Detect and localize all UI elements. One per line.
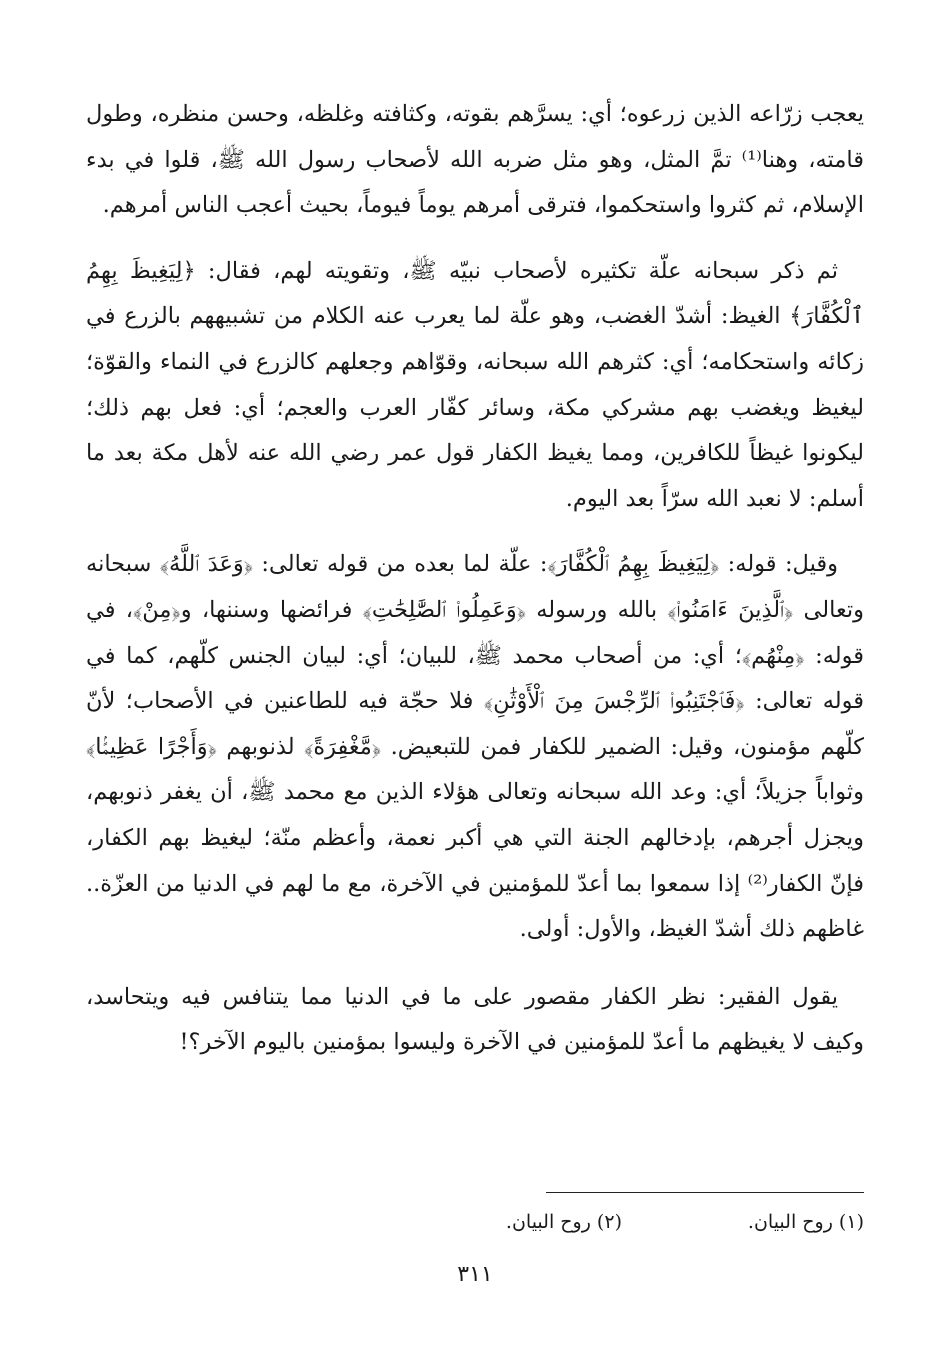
- paragraph-2: [86, 249, 864, 523]
- paragraph-4: [86, 975, 864, 1066]
- footnotes: [304, 1206, 864, 1246]
- footnote-2: (٢) روح البيان.: [505, 1211, 622, 1233]
- paragraph-3: [86, 542, 864, 952]
- footnote-divider: [546, 1192, 864, 1193]
- book-page: [86, 92, 864, 1287]
- paragraph-1-text: يعجب زرّاعه الذين زرعوه؛ أي: يسرَّهم بقوته، وكثافته وغلظه، وحسن منظره، وطول قامته، وهنا⁽¹⁾ تمَّ المثل، وهو مثل ضربه الله لأصحاب رسول الله ﷺ، قلوا في بدء الإسلام، ثم كثروا واستحكموا، فترقى أمرهم يوماً فيوماً، بحيث أعجب الناس أمرهم.: [86, 101, 864, 219]
- paragraph-3-text: وقيل: قوله: ﴿لِيَغِيظَ بِهِمُ ٱلْكُفَّارَ﴾: علّة لما بعده من قوله تعالى: ﴿وَعَدَ ٱللَّهُ﴾ سبحانه وتعالى ﴿ٱلَّذِينَ ءَامَنُوا۟﴾ بالله ورسوله ﴿وَعَمِلُوا۟ ٱلصَّٰلِحَٰتِ﴾ فرائضها وسننها، و﴿مِنْ﴾، في قوله: ﴿مِنْهُم﴾؛ أي: من أصحاب محمد ﷺ، للبيان؛ أي: لبيان الجنس كلّهم، كما في قوله تعالى: ﴿فَٱجْتَنِبُوا۟ ٱلرِّجْسَ مِنَ ٱلْأَوْثَٰنِ﴾ فلا حجّة فيه للطاعنين في الأصحاب؛ لأنّ كلّهم مؤمنون، وقيل: الضمير للكفار فمن للتبعيض. ﴿مَّغْفِرَةً﴾ لذنوبهم ﴿وَأَجْرًا عَظِيمًۢا﴾ وثواباً جزيلاً؛ أي: وعد الله سبحانه وتعالى هؤلاء الذين مع محمد ﷺ، أن يغفر ذنوبهم، ويجزل أجرهم، بإدخالهم الجنة التي هي أكبر نعمة، وأعظم منّة؛ ليغيظ بهم الكفار، فإنّ الكفار⁽²⁾ إذا سمعوا بما أعدّ للمؤمنين في الآخرة، مع ما لهم في الدنيا من العزّة.. غاظهم ذلك أشدّ الغيظ، والأول: أولى.: [86, 551, 864, 943]
- page-number: ٣١١: [457, 1262, 493, 1287]
- paragraph-4-text: يقول الفقير: نظر الكفار مقصور على ما في الدنيا مما يتنافس فيه ويتحاسد، وكيف لا يغيظهم ما أعدّ للمؤمنين في الآخرة وليسوا بمؤمنين باليوم الآخر؟!: [86, 983, 864, 1056]
- paragraph-1: [86, 92, 864, 229]
- footnote-1: (١) روح البيان.: [747, 1211, 864, 1233]
- paragraph-2-text: ثم ذكر سبحانه علّة تكثيره لأصحاب نبيّه ﷺ، وتقويته لهم، فقال: ﴿لِيَغِيظَ بِهِمُ ٱلْكُفَّارَ﴾ الغيظ: أشدّ الغضب، وهو علّة لما يعرب عنه الكلام من تشبيههم بالزرع في زكائه واستحكامه؛ أي: كثرهم الله سبحانه، وقوّاهم وجعلهم كالزرع في النماء والقوّة؛ ليغيظ ويغضب بهم مشركي مكة، وسائر كفّار العرب والعجم؛ أي: فعل بهم ذلك؛ ليكونوا غيظاً للكافرين، ومما يغيظ الكفار قول عمر رضي الله عنه لأهل مكة بعد ما أسلم: لا نعبد الله سرّاً بعد اليوم.: [86, 257, 864, 512]
